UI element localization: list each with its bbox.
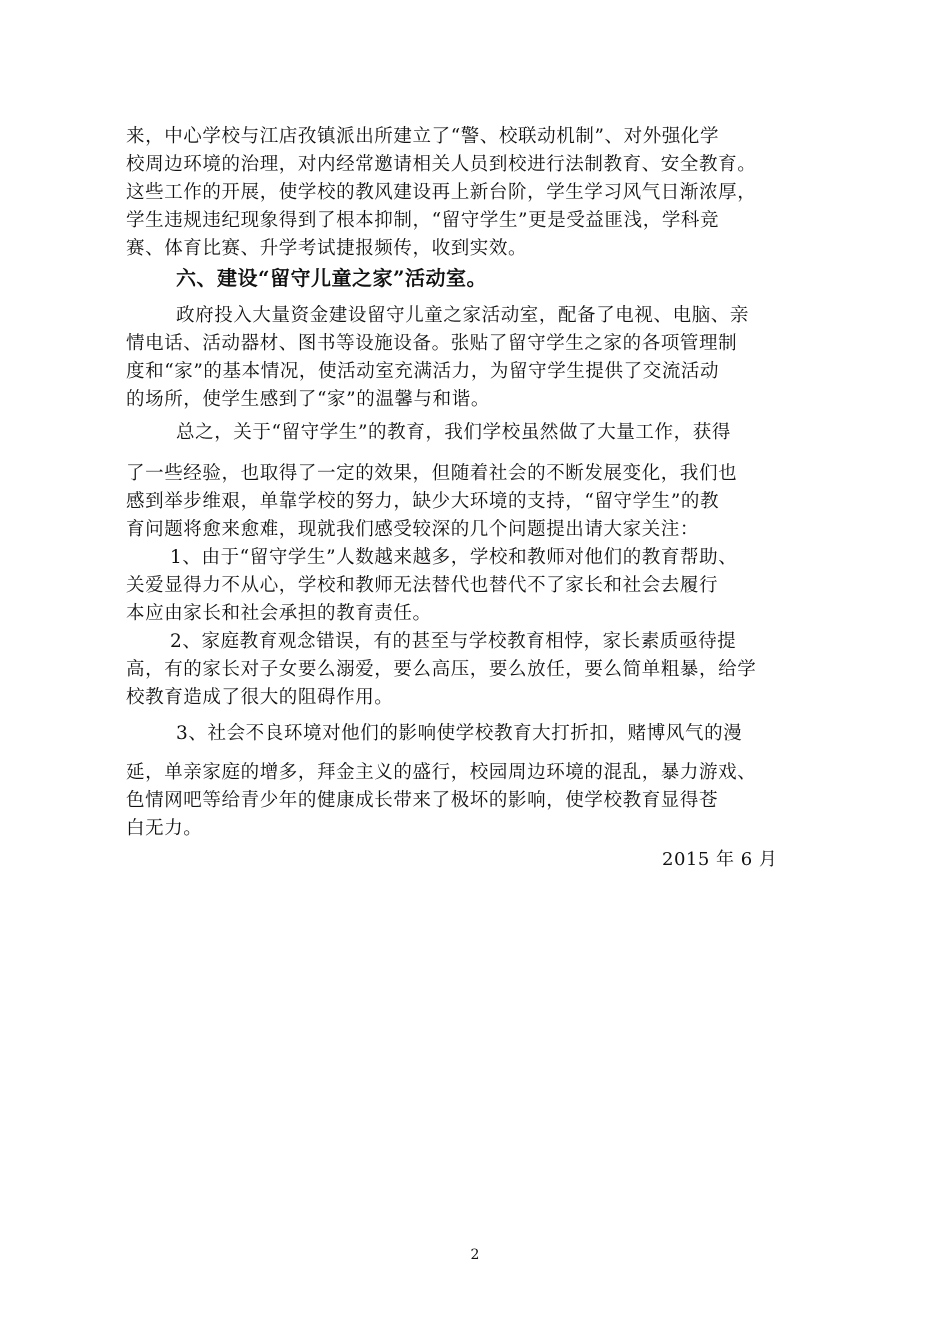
body-line: 来，中心学校与江店孜镇派出所建立了“警、校联动机制”、对外强化学 (126, 126, 720, 147)
body-line: 总之，关于“留守学生”的教育，我们学校虽然做了大量工作，获得 (176, 422, 731, 443)
body-line: 学生违规违纪现象得到了根本抑制，“留守学生”更是受益匪浅，学科竞 (126, 210, 720, 231)
body-line: 校周边环境的治理，对内经常邀请相关人员到校进行法制教育、安全教育。 (126, 154, 757, 175)
list-item-line: 延，单亲家庭的增多，拜金主义的盛行，校园周边环境的混乱，暴力游戏、 (126, 762, 757, 783)
body-line: 这些工作的开展，使学校的教风建设再上新台阶，学生学习风气日渐浓厚， (126, 182, 757, 203)
body-line: 赛、体育比赛、升学考试捷报频传，收到实效。 (126, 238, 528, 259)
body-line: 政府投入大量资金建设留守儿童之家活动室，配备了电视、电脑、亲 (176, 305, 750, 326)
body-line: 度和“家”的基本情况，使活动室充满活力，为留守学生提供了交流活动 (126, 361, 720, 382)
list-item-line: 关爱显得力不从心，学校和教师无法替代也替代不了家长和社会去履行 (126, 575, 719, 596)
list-item-line: 高，有的家长对子女要么溺爱，要么高压，要么放任，要么简单粗暴，给学 (126, 659, 757, 680)
section-heading: 六、建设“留守儿童之家”活动室。 (176, 266, 488, 290)
list-item-line: 校教育造成了很大的阻碍作用。 (126, 687, 394, 708)
document-date: 2015 年 6 月 (662, 849, 778, 870)
page-number: 2 (470, 1247, 480, 1263)
list-item-line: 1、由于“留守学生”人数越来越多，学校和教师对他们的教育帮助、 (170, 547, 738, 568)
body-line: 情电话、活动器材、图书等设施设备。张贴了留守学生之家的各项管理制 (126, 333, 738, 354)
list-item-line: 白无力。 (126, 818, 203, 839)
body-line: 了一些经验，也取得了一定的效果，但随着社会的不断发展变化，我们也 (126, 463, 738, 484)
list-item-line: 2、家庭教育观念错误，有的甚至与学校教育相悖，家长素质亟待提 (170, 631, 737, 652)
body-line: 感到举步维艰，单靠学校的努力，缺少大环境的支持，“留守学生”的教 (126, 491, 720, 512)
list-item-line: 色情网吧等给青少年的健康成长带来了极坏的影响，使学校教育显得苍 (126, 790, 719, 811)
list-item-line: 本应由家长和社会承担的教育责任。 (126, 603, 432, 624)
body-line: 的场所，使学生感到了“家”的温馨与和谐。 (126, 389, 490, 410)
list-item-line: 3、社会不良环境对他们的影响使学校教育大打折扣，赌博风气的漫 (176, 723, 743, 744)
body-line: 育问题将愈来愈难，现就我们感受较深的几个问题提出请大家关注： (126, 519, 700, 540)
